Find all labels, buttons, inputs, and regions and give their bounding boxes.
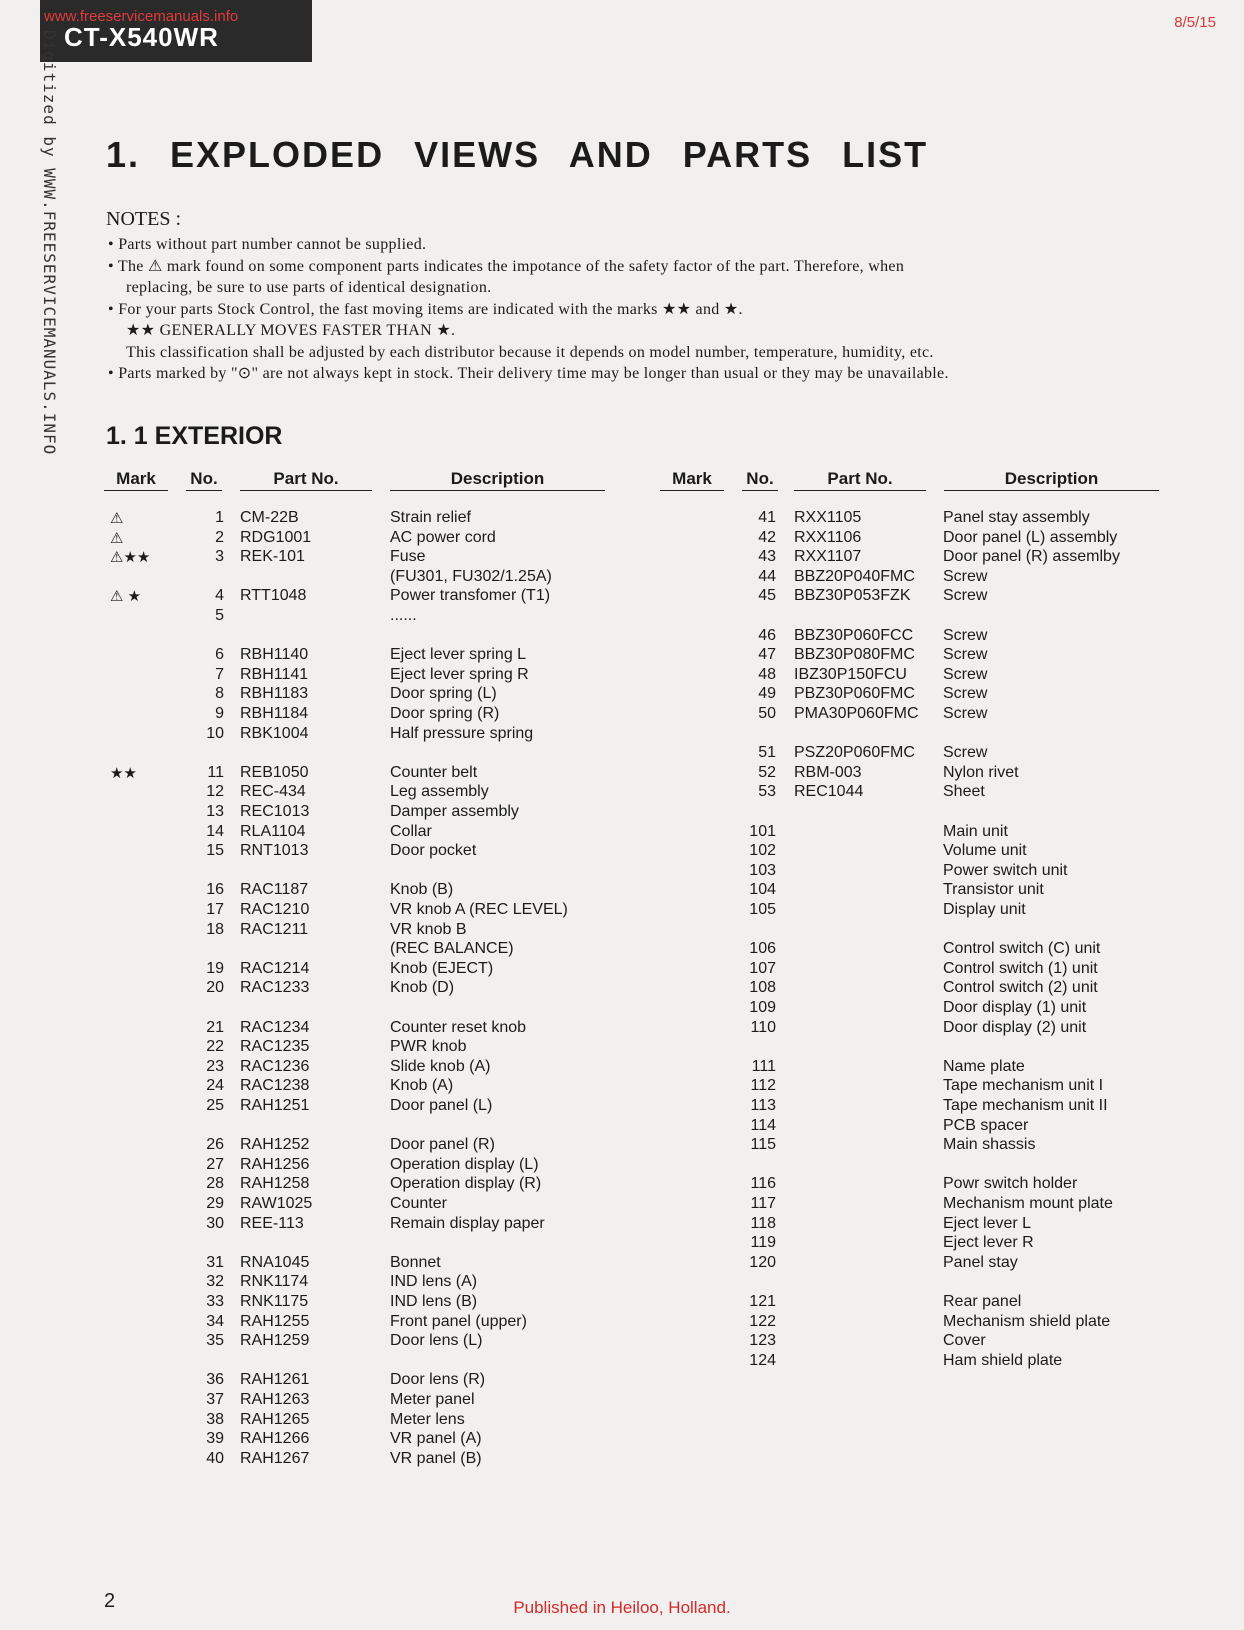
part-description: Meter lens <box>390 1410 465 1428</box>
part-number-index: 17 <box>206 901 224 918</box>
part-number-index: 10 <box>206 724 224 742</box>
part-number-index: 13 <box>206 803 224 820</box>
part-description: Screw <box>943 646 988 664</box>
table-row <box>0 783 1244 803</box>
table-row <box>0 1371 1244 1391</box>
part-description: Meter panel <box>390 1391 475 1408</box>
part-description: Tape mechanism unit I <box>943 1077 1104 1095</box>
part-number: RBM-003 <box>794 763 862 781</box>
part-number: RAW1025 <box>240 1195 313 1212</box>
part-description: Damper assembly <box>390 803 519 820</box>
table-row <box>0 744 1244 764</box>
part-description: Door panel (R) assemlby <box>943 548 1120 566</box>
part-number-index: 105 <box>749 901 776 918</box>
part-number: RBH1140 <box>240 646 309 664</box>
part-number: REB1050 <box>240 763 309 781</box>
table-row <box>0 1136 1244 1156</box>
part-number-index: 43 <box>758 548 776 566</box>
part-number-index: 29 <box>206 1195 224 1212</box>
part-description: Door spring (L) <box>390 685 497 703</box>
part-number: RAH1266 <box>240 1430 310 1448</box>
table-row <box>0 587 1244 607</box>
part-mark: ⚠★★ <box>110 549 151 567</box>
part-number: RLA1104 <box>240 822 306 840</box>
part-description: Screw <box>943 685 988 703</box>
part-number-index: 31 <box>206 1253 224 1271</box>
part-description: PWR knob <box>390 1038 467 1056</box>
table-row <box>0 1019 1244 1039</box>
part-description: IND lens (B) <box>390 1293 478 1310</box>
part-number-index: 103 <box>749 861 776 879</box>
part-number-index: 115 <box>750 1136 776 1154</box>
part-description: Power switch unit <box>943 861 1068 879</box>
table-row <box>0 881 1244 901</box>
part-description: Door display (1) unit <box>943 999 1087 1016</box>
part-number: RAH1258 <box>240 1175 310 1193</box>
part-description: Front panel (upper) <box>390 1312 527 1330</box>
part-description: Tape mechanism unit II <box>943 1097 1108 1114</box>
part-number: RAC1214 <box>240 959 310 977</box>
table-row <box>0 1450 1244 1470</box>
part-number: RAC1210 <box>240 901 310 918</box>
part-number-index: 121 <box>749 1293 776 1310</box>
part-description: Screw <box>943 705 988 722</box>
part-number: RXX1107 <box>794 548 862 566</box>
part-number-index: 104 <box>749 881 776 899</box>
part-description: Operation display (L) <box>390 1155 539 1173</box>
table-row <box>0 1058 1244 1078</box>
table-row <box>0 1038 1244 1058</box>
part-number: BBZ20P040FMC <box>794 567 915 585</box>
part-description: Main shassis <box>943 1136 1036 1154</box>
part-description: AC power cord <box>390 528 496 546</box>
table-row <box>0 509 1244 529</box>
part-number: RNA1045 <box>240 1253 310 1271</box>
part-number-index: 41 <box>758 509 776 526</box>
part-number-index: 26 <box>206 1136 224 1154</box>
part-number-index: 5 <box>215 607 224 624</box>
part-number-index: 40 <box>206 1449 224 1467</box>
part-number-index: 37 <box>206 1391 224 1408</box>
part-number-index: 123 <box>749 1332 776 1350</box>
part-number-index: 122 <box>749 1312 776 1330</box>
note-line: • Parts marked by "⊙" are not always kept in stock. Their delivery time may be longer than usual or they may be unavailable. <box>108 365 949 382</box>
part-description: Door lens (R) <box>390 1371 486 1389</box>
part-number: RAH1255 <box>240 1312 310 1330</box>
part-description: PCB spacer <box>943 1116 1029 1134</box>
table-row <box>0 529 1244 549</box>
table-row <box>0 1254 1244 1274</box>
watermark-url: www.freeservicemanuals.info <box>44 8 239 25</box>
part-description: Counter belt <box>390 763 478 781</box>
part-description: Control switch (1) unit <box>943 959 1098 977</box>
part-number-index: 50 <box>758 705 776 722</box>
table-row <box>0 646 1244 666</box>
part-description: Leg assembly <box>390 783 489 801</box>
part-number-index: 35 <box>206 1332 224 1350</box>
table-row <box>0 705 1244 725</box>
part-number-index: 8 <box>215 685 224 703</box>
part-description: Slide knob (A) <box>390 1057 491 1075</box>
part-number: RNK1174 <box>240 1273 309 1291</box>
part-number-index: 2 <box>215 528 224 546</box>
part-description: VR knob A (REC LEVEL) <box>390 901 568 918</box>
part-number: REC1013 <box>240 803 310 820</box>
table-row <box>0 607 1244 627</box>
publisher-footer: Published in Heiloo, Holland. <box>513 1598 731 1617</box>
part-number: RXX1105 <box>794 509 862 526</box>
section-title: 1. 1 EXTERIOR <box>106 422 283 450</box>
table-row <box>0 1411 1244 1431</box>
table-row <box>0 901 1244 921</box>
model-header-tab <box>40 0 312 62</box>
part-number-index: 38 <box>206 1410 224 1428</box>
part-description: Screw <box>943 587 988 605</box>
part-number: RAC1187 <box>240 881 309 899</box>
part-number: RAC1235 <box>240 1038 310 1056</box>
part-number-index: 46 <box>758 626 776 644</box>
part-number-index: 108 <box>749 979 776 997</box>
part-number-index: 16 <box>206 881 224 899</box>
part-number: RAC1234 <box>240 1018 310 1036</box>
part-description: Panel stay <box>943 1253 1018 1271</box>
part-description: Half pressure spring <box>390 724 534 742</box>
part-description: Cover <box>943 1332 986 1350</box>
part-number-index: 45 <box>758 587 776 605</box>
part-number: RAH1252 <box>240 1136 310 1154</box>
part-number-index: 1 <box>215 509 224 526</box>
part-number-index: 49 <box>758 685 776 703</box>
part-number: RXX1106 <box>794 528 862 546</box>
table-row <box>0 999 1244 1019</box>
part-number-index: 24 <box>206 1077 224 1095</box>
part-description: Sheet <box>943 783 985 801</box>
part-description: Control switch (C) unit <box>943 940 1101 958</box>
table-row <box>0 1430 1244 1450</box>
part-number-index: 118 <box>750 1214 776 1232</box>
part-description: Mechanism shield plate <box>943 1312 1111 1330</box>
part-number-index: 3 <box>215 548 224 566</box>
table-row <box>0 1332 1244 1352</box>
table-row <box>0 1175 1244 1195</box>
part-description: Door display (2) unit <box>943 1018 1087 1036</box>
part-description: Ham shield plate <box>943 1351 1063 1369</box>
table-row <box>0 1195 1244 1215</box>
part-description: IND lens (A) <box>390 1273 478 1291</box>
part-number: PBZ30P060FMC <box>794 685 915 703</box>
part-number: RBH1183 <box>240 685 309 703</box>
table-row <box>0 548 1244 568</box>
part-description: Name plate <box>943 1057 1025 1075</box>
part-number: RAC1211 <box>240 920 309 938</box>
part-description: (FU301, FU302/1.25A) <box>390 567 552 585</box>
part-mark: ⚠ ★ <box>110 588 142 606</box>
col-header-mark: Mark <box>104 469 168 491</box>
part-number: RBH1141 <box>240 665 309 683</box>
part-number-index: 21 <box>206 1018 224 1036</box>
page-number: 2 <box>104 1590 116 1612</box>
part-number: REE-113 <box>240 1214 304 1232</box>
part-number-index: 18 <box>206 920 224 938</box>
page-title: 1. EXPLODED VIEWS AND PARTS LIST <box>106 134 929 175</box>
part-number-index: 39 <box>206 1430 224 1448</box>
table-row <box>0 1117 1244 1137</box>
part-description: ...... <box>390 607 417 624</box>
part-number-index: 30 <box>206 1214 224 1232</box>
col-header-mark: Mark <box>660 469 724 491</box>
part-number: RAH1259 <box>240 1332 310 1350</box>
part-number: RAC1236 <box>240 1057 310 1075</box>
part-description: Rear panel <box>943 1293 1022 1310</box>
part-number-index: 117 <box>750 1195 776 1212</box>
part-number: PMA30P060FMC <box>794 705 919 722</box>
part-description: Door lens (L) <box>390 1332 483 1350</box>
part-description: Door spring (R) <box>390 705 500 722</box>
part-description: Screw <box>943 665 988 683</box>
part-description: Counter <box>390 1195 447 1212</box>
part-number-index: 112 <box>750 1077 776 1095</box>
table-row <box>0 1273 1244 1293</box>
table-row <box>0 921 1244 941</box>
table-row <box>0 960 1244 980</box>
notes-list <box>108 234 1180 385</box>
part-number: IBZ30P150FCU <box>794 665 907 683</box>
part-description: Fuse <box>390 548 426 566</box>
part-description: Panel stay assembly <box>943 509 1090 526</box>
part-number-index: 116 <box>750 1175 776 1193</box>
part-number: RAH1256 <box>240 1155 310 1173</box>
part-number: RAC1238 <box>240 1077 310 1095</box>
part-mark: ⚠ <box>110 510 124 527</box>
part-number-index: 110 <box>750 1018 776 1036</box>
part-description: Strain relief <box>390 509 471 526</box>
model-number: CT-X540WR <box>64 22 219 52</box>
part-description: Eject lever R <box>943 1234 1034 1252</box>
part-number-index: 119 <box>750 1234 776 1252</box>
part-number-index: 114 <box>750 1116 776 1134</box>
note-line: • Parts without part number cannot be supplied. <box>108 236 427 253</box>
part-number-index: 32 <box>206 1273 224 1291</box>
part-number: REC1044 <box>794 783 864 801</box>
table-row <box>0 1215 1244 1235</box>
part-mark: ⚠ <box>110 529 124 547</box>
part-number: RBK1004 <box>240 724 309 742</box>
part-number-index: 44 <box>758 567 776 585</box>
part-number-index: 120 <box>749 1253 776 1271</box>
part-description: Eject lever L <box>943 1214 1032 1232</box>
part-number: BBZ30P060FCC <box>794 626 914 644</box>
part-description: Door panel (L) <box>390 1097 493 1114</box>
part-mark: ★★ <box>110 764 137 782</box>
part-number: CM-22B <box>240 509 299 526</box>
part-number-index: 34 <box>206 1312 224 1330</box>
part-number-index: 36 <box>206 1371 224 1389</box>
part-number: RAH1251 <box>240 1097 310 1114</box>
part-description: Door pocket <box>390 842 477 860</box>
col-header-desc: Description <box>944 469 1159 491</box>
part-description: Counter reset knob <box>390 1018 527 1036</box>
part-number-index: 14 <box>206 822 224 840</box>
part-number: REC-434 <box>240 783 306 801</box>
table-row <box>0 568 1244 588</box>
table-row <box>0 842 1244 862</box>
note-line: • The ⚠ mark found on some component parts indicates the impotance of the safety factor of the part. Therefore, when <box>108 257 905 275</box>
part-number: RTT1048 <box>240 587 307 605</box>
part-description: Knob (A) <box>390 1077 454 1095</box>
part-number-index: 23 <box>206 1057 224 1075</box>
part-number: RDG1001 <box>240 528 312 546</box>
print-date: 8/5/15 <box>1174 14 1216 31</box>
part-description: (REC BALANCE) <box>390 940 514 958</box>
part-number-index: 113 <box>750 1097 776 1114</box>
part-description: Control switch (2) unit <box>943 979 1098 997</box>
table-row <box>0 1097 1244 1117</box>
col-header-no: No. <box>186 469 222 491</box>
part-number: BBZ30P080FMC <box>794 646 915 664</box>
part-description: Volume unit <box>943 842 1027 860</box>
note-line: replacing, be sure to use parts of identical designation. <box>126 279 492 296</box>
table-row <box>0 1156 1244 1176</box>
note-line: • For your parts Stock Control, the fast moving items are indicated with the marks ★★ and ★. <box>108 300 743 318</box>
part-number-index: 9 <box>215 705 224 722</box>
part-number: RAH1267 <box>240 1449 310 1467</box>
part-number-index: 48 <box>758 665 776 683</box>
part-description: Remain display paper <box>390 1214 545 1232</box>
table-row <box>0 1234 1244 1254</box>
part-number: RBH1184 <box>240 705 309 722</box>
table-row <box>0 823 1244 843</box>
part-description: Powr switch holder <box>943 1175 1078 1193</box>
part-description: Display unit <box>943 901 1026 918</box>
note-line: ★★ GENERALLY MOVES FASTER THAN ★. <box>126 322 456 339</box>
part-description: Operation display (R) <box>390 1175 542 1193</box>
table-row <box>0 979 1244 999</box>
part-description: Collar <box>390 822 432 840</box>
part-description: Knob (D) <box>390 979 455 997</box>
part-description: Power transfomer (T1) <box>390 587 551 605</box>
part-number-index: 106 <box>749 940 776 958</box>
part-description: Eject lever spring R <box>390 665 529 683</box>
table-row <box>0 725 1244 745</box>
table-row <box>0 764 1244 784</box>
part-number-index: 52 <box>758 763 776 781</box>
part-number-index: 124 <box>749 1351 776 1369</box>
part-description: Knob (B) <box>390 881 454 899</box>
part-number-index: 102 <box>749 842 776 860</box>
part-description: Door panel (R) <box>390 1136 495 1154</box>
part-number-index: 33 <box>206 1293 224 1310</box>
part-number-index: 42 <box>758 528 776 546</box>
part-description: Bonnet <box>390 1253 441 1271</box>
part-description: Screw <box>943 626 988 644</box>
part-description: Door panel (L) assembly <box>943 528 1118 546</box>
part-description: VR panel (B) <box>390 1449 482 1467</box>
part-number: RAH1265 <box>240 1410 310 1428</box>
note-line: This classification shall be adjusted by each distributor because it depends on model number, temperature, humidity, etc. <box>126 343 934 361</box>
part-description: Eject lever spring L <box>390 646 527 664</box>
part-description: Mechanism mount plate <box>943 1195 1113 1212</box>
table-row <box>0 940 1244 960</box>
part-number-index: 27 <box>206 1155 224 1173</box>
part-number: RNT1013 <box>240 842 309 860</box>
part-description: VR panel (A) <box>390 1430 482 1448</box>
part-number-index: 109 <box>749 999 776 1016</box>
table-row <box>0 1293 1244 1313</box>
part-number-index: 111 <box>751 1057 776 1075</box>
part-description: Transistor unit <box>943 881 1044 899</box>
part-number-index: 25 <box>206 1097 224 1114</box>
part-description: Nylon rivet <box>943 763 1019 781</box>
part-number: REK-101 <box>240 548 305 566</box>
col-header-no: No. <box>742 469 778 491</box>
part-number-index: 20 <box>206 979 224 997</box>
part-number: RAH1263 <box>240 1391 310 1408</box>
table-row <box>0 1313 1244 1333</box>
col-header-part: Part No. <box>240 469 372 491</box>
table-row <box>0 1352 1244 1372</box>
part-number-index: 15 <box>206 842 224 860</box>
part-number-index: 107 <box>749 959 776 977</box>
part-number-index: 6 <box>215 646 224 664</box>
part-number: RAH1261 <box>240 1371 310 1389</box>
part-number-index: 47 <box>758 646 776 664</box>
side-watermark: Digitized by WWW.FREESERVICEMANUALS.INFO <box>40 30 59 456</box>
col-header-desc: Description <box>390 469 605 491</box>
table-row <box>0 1391 1244 1411</box>
part-number: PSZ20P060FMC <box>794 744 915 762</box>
part-number: RAC1233 <box>240 979 310 997</box>
part-number-index: 22 <box>206 1038 224 1056</box>
part-description: Main unit <box>943 822 1008 840</box>
part-description: Screw <box>943 567 988 585</box>
table-row <box>0 803 1244 823</box>
part-description: Knob (EJECT) <box>390 959 494 977</box>
part-number-index: 7 <box>215 665 224 683</box>
part-description: VR knob B <box>390 920 467 938</box>
part-number-index: 11 <box>207 763 224 781</box>
part-number-index: 12 <box>206 783 224 801</box>
part-description: Screw <box>943 744 988 762</box>
part-number: RNK1175 <box>240 1293 309 1310</box>
part-number-index: 4 <box>215 587 224 605</box>
col-header-part: Part No. <box>794 469 926 491</box>
part-number-index: 19 <box>206 959 224 977</box>
part-number: BBZ30P053FZK <box>794 587 911 605</box>
part-number-index: 53 <box>758 783 776 801</box>
notes-heading: NOTES : <box>106 208 181 230</box>
part-number-index: 51 <box>758 744 776 762</box>
table-row <box>0 627 1244 647</box>
table-row <box>0 685 1244 705</box>
part-number-index: 101 <box>749 822 776 840</box>
table-row <box>0 862 1244 882</box>
table-row <box>0 666 1244 686</box>
part-number-index: 28 <box>206 1175 224 1193</box>
table-row <box>0 1077 1244 1097</box>
